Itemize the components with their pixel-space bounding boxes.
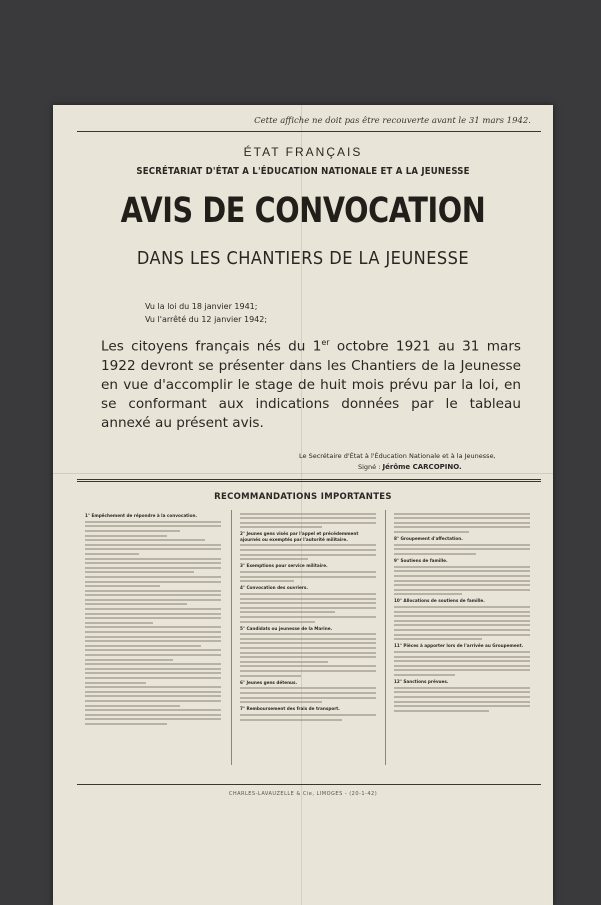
signature-signe: Signé : <box>358 463 381 471</box>
divider <box>77 481 541 482</box>
section-heading: 5° Candidats ou jeunesse de la Marine. <box>240 625 333 631</box>
top-border <box>77 131 541 132</box>
display-notice: Cette affiche ne doit pas être recouverte avant le 31 mars 1942. <box>254 116 531 126</box>
state-heading: ÉTAT FRANÇAIS <box>243 145 363 159</box>
section-heading: 1° Empêchement de répondre à la convocation. <box>85 513 198 518</box>
poster-title: AVIS DE CONVOCATION <box>120 191 486 231</box>
section-heading: 7° Remboursement des frais de transport. <box>240 706 340 712</box>
recommendations-column-2 <box>240 510 376 775</box>
bottom-border <box>77 784 541 785</box>
convocation-body: Les citoyens français nés du 1er octobre 1921 au 31 mars 1922 devront se présenter dans les Chantiers de la Jeunesse en vue d'accomplir le stage de huit mois prévu par la loi, en se conformant aux indications données par le tableau annexé au présent avis. <box>101 338 521 431</box>
divider <box>77 479 541 480</box>
section-heading: 6° Jeunes gens détenus. <box>240 679 298 685</box>
signature-title: Le Secrétaire d'État à l'Éducation Nationale et à la Jeunesse, <box>299 452 496 460</box>
section-heading: 4° Convocation des ouvriers. <box>240 585 308 591</box>
recommendations-column-1 <box>85 510 221 775</box>
section-heading: 11° Pièces à apporter lors de l'arrivée au Groupement. <box>394 643 524 649</box>
recommendations-title: RECOMMANDATIONS IMPORTANTES <box>214 492 392 502</box>
section-heading: 9° Soutiens de famille. <box>394 557 448 563</box>
recommendations-column-3 <box>394 510 530 775</box>
secretariat-heading: SECRÉTARIAT D'ÉTAT A L'ÉDUCATION NATIONALE ET A LA JEUNESSE <box>136 166 470 177</box>
signature-block <box>358 463 462 471</box>
section-heading: 8° Groupement d'affectation. <box>394 535 463 541</box>
fine-print <box>85 521 221 725</box>
fold-line-horizontal <box>53 473 553 474</box>
poster-subtitle: DANS LES CHANTIERS DE LA JEUNESSE <box>136 248 470 269</box>
legal-reference-decree: Vu l'arrêté du 12 janvier 1942; <box>145 315 268 324</box>
section-heading: 12° Sanctions prévues. <box>394 679 449 685</box>
legal-reference-law: Vu la loi du 18 janvier 1941; <box>145 302 258 311</box>
signature-name: Jérôme CARCOPINO. <box>382 463 462 471</box>
fine-print <box>240 513 376 529</box>
fine-print <box>394 513 530 533</box>
poster <box>53 105 553 905</box>
section-heading: 2° Jeunes gens visés par l'appel et précédemment ajournés ou exemptés par l'autorité militaire. <box>240 531 359 542</box>
column-divider <box>385 510 386 765</box>
column-divider <box>231 510 232 765</box>
printer-imprint: CHARLES-LAVAUZELLE & Cie, LIMOGES - (20-1-42) <box>228 791 378 797</box>
section-heading: 3° Exemptions pour service militaire. <box>240 563 328 569</box>
section-heading: 10° Allocations de soutiens de famille. <box>394 598 485 604</box>
